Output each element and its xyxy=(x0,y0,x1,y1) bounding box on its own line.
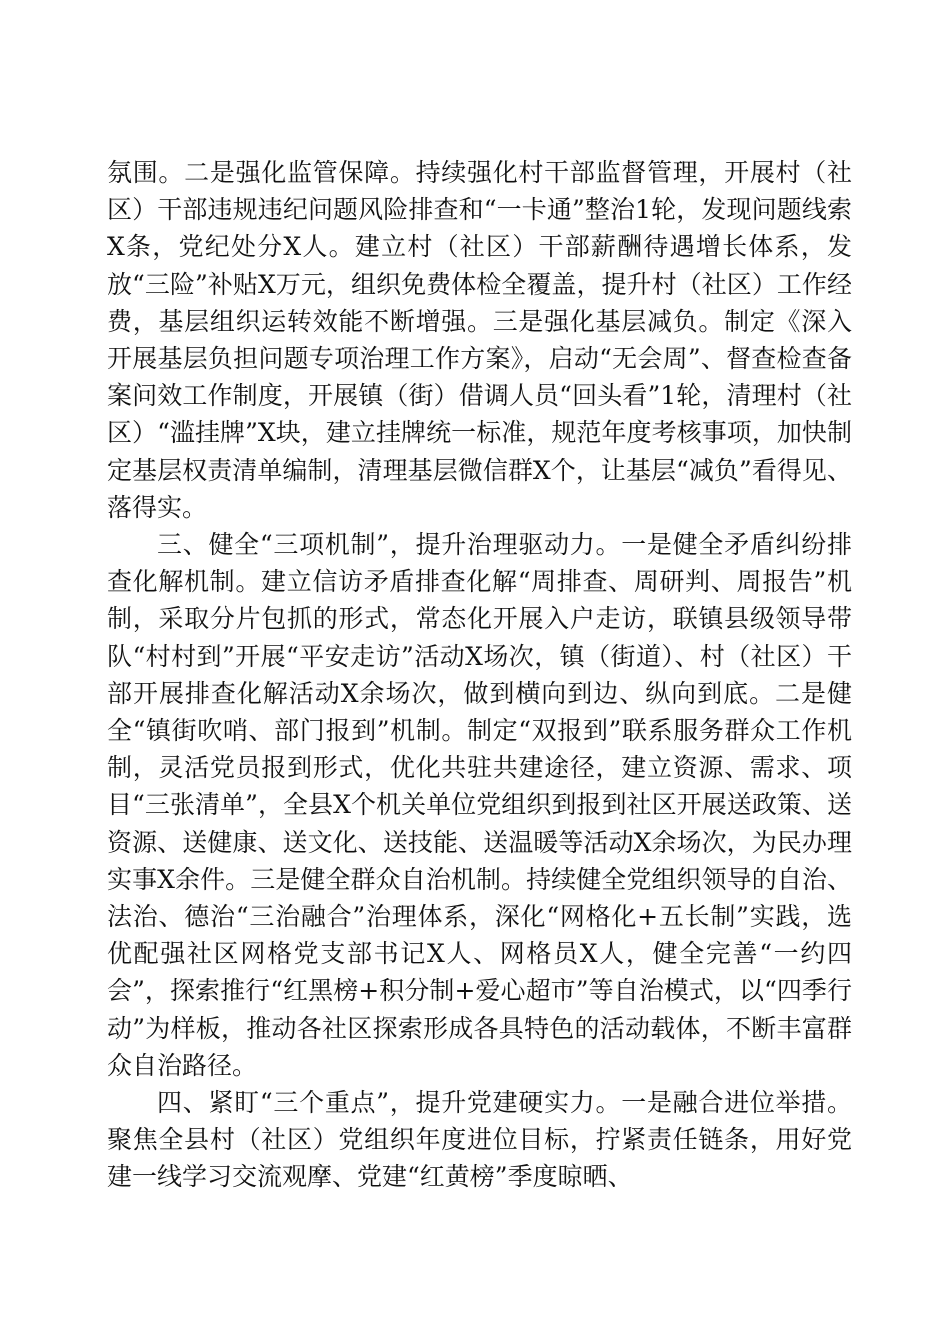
paragraph-section-four: 四、紧盯“三个重点”，提升党建硬实力。一是融合进位举措。聚焦全县村（社区）党组织年度进位目标，拧紧责任链条，用好党建一线学习交流观摩、党建“红黄榜”季度晾晒、 xyxy=(107,1088,852,1192)
paragraph-section-three: 三、健全“三项机制”，提升治理驱动力。一是健全矛盾纠纷排查化解机制。建立信访矛盾排查化解“周排查、周研判、周报告”机制，采取分片包抓的形式，常态化开展入户走访，联镇县级领导带队“村村到”开展“平安走访”活动X场次，镇（街道）、村（社区）干部开展排查化解活动X余场次，做到横向到边、纵向到底。二是健全“镇街吹哨、部门报到”机制。制定“双报到”联系服务群众工作机制，灵活党员报到形式，优化共驻共建途径，建立资源、需求、项目“三张清单”，全县X个机关单位党组织到报到社区开展送政策、送资源、送健康、送文化、送技能、送温暖等活动X余场次，为民办理实事X余件。三是健全群众自治机制。持续健全党组织领导的自治、法治、德治“三治融合”治理体系，深化“网格化+五长制”实践，选优配强社区网格党支部书记X人、网格员X人，健全完善“一约四会”，探索推行“红黑榜+积分制+爱心超市”等自治模式，以“四季行动”为样板，推动各社区探索形成各具特色的活动载体，不断丰富群众自治路径。 xyxy=(107,530,852,1080)
paragraph-continuation: 氛围。二是强化监管保障。持续强化村干部监督管理，开展村（社区）干部违规违纪问题风险排查和“一卡通”整治1轮，发现问题线索X条，党纪处分X人。建立村（社区）干部薪酬待遇增长体系，发放“三险”补贴X万元，组织免费体检全覆盖，提升村（社区）工作经费，基层组织运转效能不断增强。三是强化基层减负。制定《深入开展基层负担问题专项治理工作方案》，启动“无会周”、督查检查备案问效工作制度，开展镇（街）借调人员“回头看”1轮，清理村（社区）“滥挂牌”X块，建立挂牌统一标准，规范年度考核事项，加快制定基层权责清单编制，清理基层微信群X个，让基层“减负”看得见、落得实。 xyxy=(107,158,852,522)
document-body xyxy=(107,154,852,1196)
